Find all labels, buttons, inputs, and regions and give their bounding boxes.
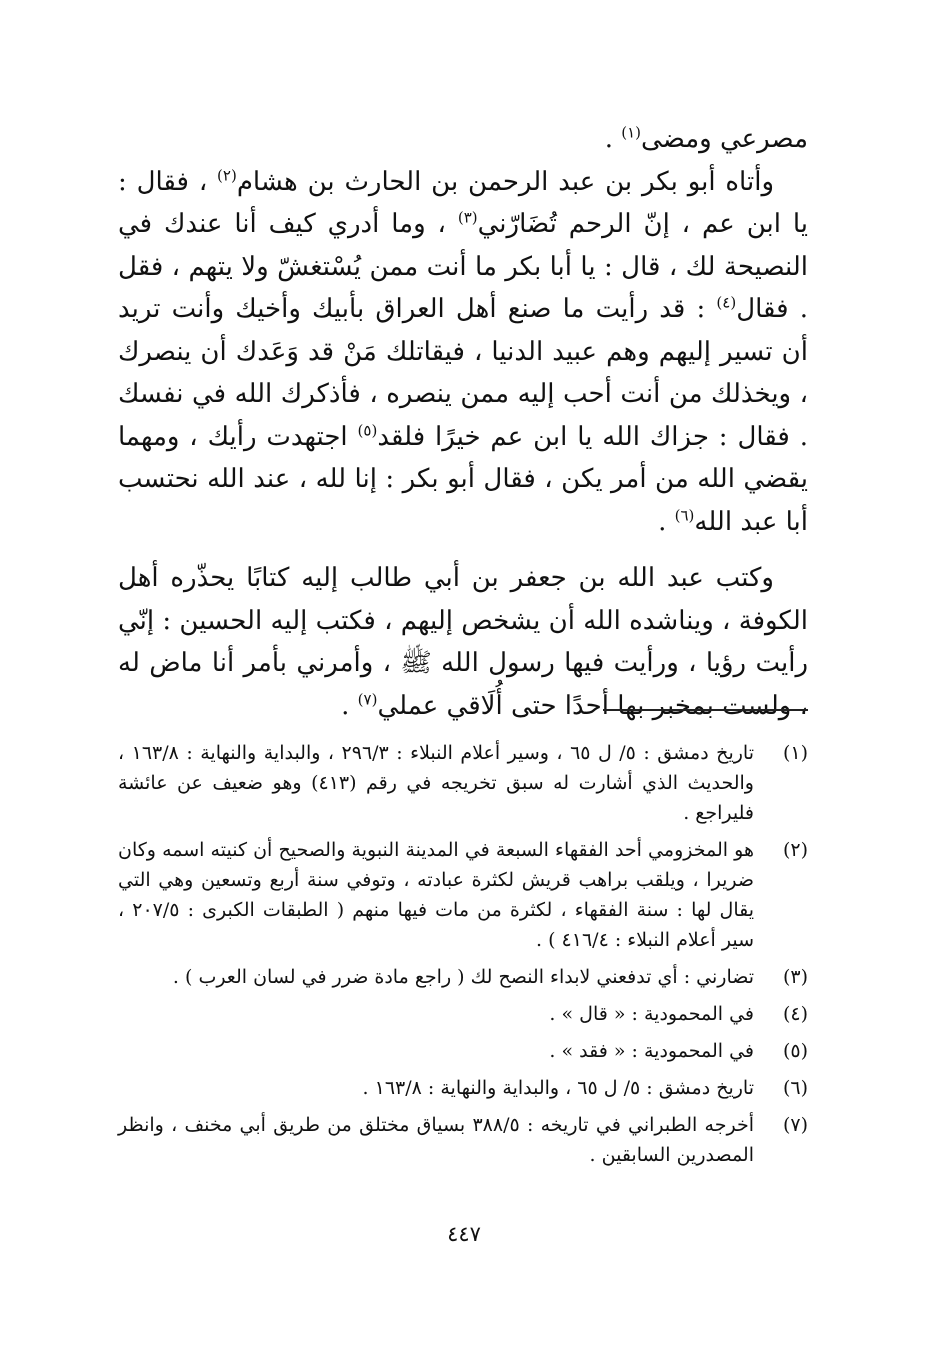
footnote-text: تاريخ دمشق : ٥/ ل ٦٥ ، وسير أعلام النبلاء : ٢٩٦/٣ ، والبداية والنهاية : ١٦٣/٨ ، والحديث الذي أشارت له سبق تخريجه في رقم (٤١٣) وهو ضعيف عن عائشة فليراجع . bbox=[118, 742, 754, 824]
footnote-number: (٤) bbox=[782, 1003, 808, 1025]
footnotes-section bbox=[118, 738, 808, 1177]
footnote-text: في المحمودية : « قال » . bbox=[549, 1003, 754, 1025]
footnote-text: أخرجه الطبراني في تاريخه : ٣٨٨/٥ بسياق مختلق من طريق أبي مخنف ، وانظر المصدرين السابقين . bbox=[118, 1114, 754, 1166]
paragraph-abdullah-letter: وكتب عبد الله بن جعفر بن أبي طالب إليه كتابًا يحذّره أهل الكوفة ، ويناشده الله أن يشخص إليهم ، فكتب إليه الحسين : إنّي رأيت رؤيا ، ورأيت فيها رسول الله ﷺ ، وأمرني بأمر أنا ماض له ، ولست بمخبر بها أحدًا حتى أُلَاقي عملي$^{(٧)}$ . bbox=[118, 563, 808, 721]
footnote-text: في المحمودية : « فقد » . bbox=[549, 1040, 754, 1062]
footnote-text: هو المخزومي أحد الفقهاء السبعة في المدينة النبوية والصحيح أن كنيته اسمه وكان ضريرا ، ويلقب براهب قريش لكثرة عبادته ، وتوفي سنة أربع وتسعين وهي التي يقال لها : سنة الفقهاء ، لكثرة من مات فيها منهم ( الطبقات الكبرى : ٢٠٧/٥ ، سير أعلام النبلاء : ٤١٦/٤ ) . bbox=[118, 839, 755, 951]
main-text bbox=[118, 118, 808, 727]
footnote-5 bbox=[118, 1036, 808, 1066]
footnote-number: (١) bbox=[782, 742, 808, 764]
footnote-3 bbox=[118, 962, 808, 992]
paragraph-continuation: مصرعي ومضى$^{(١)}$ . bbox=[604, 123, 808, 154]
footnote-number: (٥) bbox=[782, 1040, 808, 1062]
footnote-1 bbox=[118, 738, 808, 828]
footnote-ref-6[interactable]: (٦) bbox=[674, 505, 695, 524]
footnote-7 bbox=[118, 1110, 808, 1170]
footnote-ref-3[interactable]: (٣) bbox=[457, 208, 478, 227]
footnote-number: (٣) bbox=[782, 966, 808, 988]
footnote-4 bbox=[118, 999, 808, 1029]
footnote-ref-1[interactable]: (١) bbox=[621, 123, 642, 142]
footnote-ref-5[interactable]: (٥) bbox=[357, 420, 378, 439]
footnote-separator bbox=[603, 709, 808, 711]
footnote-number: (٢) bbox=[782, 839, 808, 861]
footnote-text: تضارني : أي تدفعني لابداء النصح لك ( راجع مادة ضرر في لسان العرب ) . bbox=[172, 966, 754, 988]
paragraph-abu-bakr: وأتاه أبو بكر بن عبد الرحمن بن الحارث بن هشام$^{(٢)}$ ، فقال : يا ابن عم ، إنّ الرحم تُضَارّني$^{(٣)}$ ، وما أدري كيف أنا عندك في النصيحة لك ، قال : يا أبا بكر ما أنت ممن يُسْتغشّ ولا يتهم ، فقل . فقال$^{(٤)}$ : قد رأيت ما صنع أهل العراق بأبيك وأخيك وأنت تريد أن تسير إليهم وهم عبيد الدنيا ، فيقاتلك مَنْ قد وَعَدك أن ينصرك ، ويخذلك من أنت أحب إليه ممن ينصره ، فأذكرك الله في نفسك . فقال : جزاك الله يا ابن عم خيرًا فلقد$^{(٥)}$ اجتهدت رأيك ، ومهما يقضي الله من أمر يكن ، فقال أبو بكر : إنا لله ، عند الله نحتسب أبا عبد الله$^{(٦)}$ . bbox=[118, 165, 809, 537]
page-number: ٤٤٧ bbox=[447, 1222, 481, 1246]
footnote-ref-4[interactable]: (٤) bbox=[716, 293, 737, 312]
footnote-number: (٦) bbox=[782, 1077, 808, 1099]
footnote-2 bbox=[118, 835, 808, 955]
footnote-ref-2[interactable]: (٢) bbox=[217, 165, 237, 184]
footnote-6 bbox=[118, 1073, 808, 1103]
footnote-text: تاريخ دمشق : ٥/ ل ٦٥ ، والبداية والنهاية : ١٦٣/٨ . bbox=[362, 1077, 754, 1099]
footnote-number: (٧) bbox=[782, 1114, 808, 1136]
footnote-ref-7[interactable]: (٧) bbox=[357, 689, 378, 708]
